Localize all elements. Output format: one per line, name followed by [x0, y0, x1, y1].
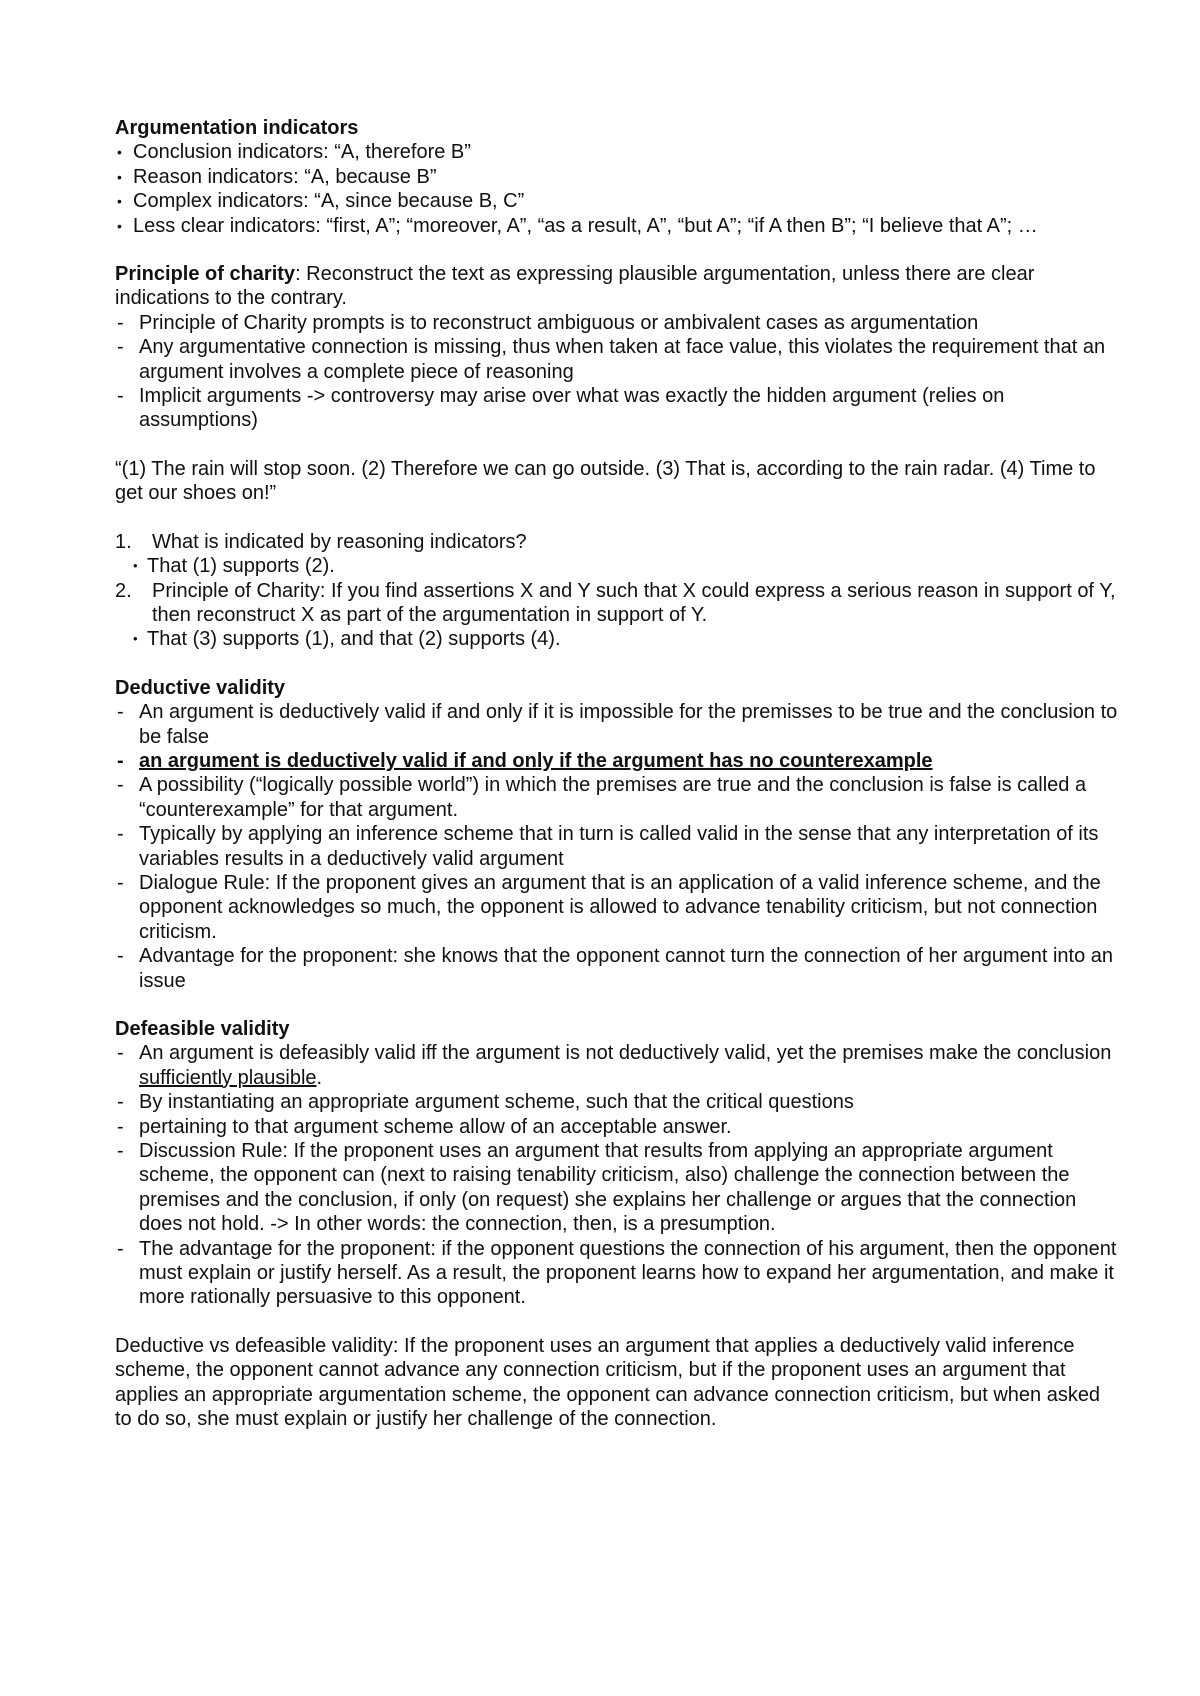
list-item: - An argument is deductively valid if and only if it is impossible for the premisses to be true and the conclusion to be false — [115, 700, 1120, 749]
text-run: An argument is defeasibly valid iff the argument is not deductively valid, yet the premises make the conclusion — [139, 1042, 1112, 1065]
section-example-steps — [115, 530, 1120, 652]
step-text: What is indicated by reasoning indicators? — [152, 530, 527, 553]
list-item: - pertaining to that argument scheme allow of an acceptable answer. — [115, 1115, 1120, 1139]
step-number: 2. — [115, 579, 132, 602]
charity-definition: : Reconstruct the text as expressing plausible argumentation, unless there are clear indications to the contrary. — [115, 263, 1035, 310]
list-item: - A possibility (“logically possible world”) in which the premises are true and the conclusion is false is called a “counterexample” for that argument. — [115, 773, 1120, 822]
list-item: - Advantage for the proponent: she knows that the opponent cannot turn the connection of her argument into an issue — [115, 944, 1120, 993]
section-example-quote — [115, 457, 1120, 506]
deductive-list — [115, 700, 1120, 993]
heading-defeasible-validity: Defeasible validity — [115, 1018, 290, 1040]
list-item: - By instantiating an appropriate argument scheme, such that the critical questions — [115, 1090, 1120, 1114]
list-item: - Typically by applying an inference scheme that in turn is called valid in the sense that any interpretation of its variables results in a deductively valid argument — [115, 822, 1120, 871]
step-text: Principle of Charity: If you find assertions X and Y such that X could express a serious reason in support of Y, then reconstruct X as part of the argumentation in support of Y. — [152, 579, 1116, 626]
list-item: - Principle of Charity prompts is to reconstruct ambiguous or ambivalent cases as argumentation — [115, 311, 1120, 335]
list-item: • Conclusion indicators: “A, therefore B” — [115, 140, 1120, 164]
list-item: • That (1) supports (2). — [130, 554, 1120, 578]
example-quote: “(1) The rain will stop soon. (2) Therefore we can go outside. (3) That is, according to the rain radar. (4) Time to get our shoes on!” — [115, 457, 1096, 505]
list-item: • Complex indicators: “A, since because B, C” — [115, 189, 1120, 213]
list-item: • Reason indicators: “A, because B” — [115, 165, 1120, 189]
step-sublist — [130, 554, 1120, 578]
list-item: - The advantage for the proponent: if the opponent questions the connection of his argument, then the opponent must explain or justify herself. As a result, the proponent learns how to expand her argumentation, and make it more rationally persuasive to this opponent. — [115, 1237, 1120, 1310]
list-item: • That (3) supports (1), and that (2) supports (4). — [130, 627, 1120, 651]
list-item: - Dialogue Rule: If the proponent gives an argument that is an application of a valid inference scheme, and the opponent acknowledges so much, the opponent is allowed to advance tenability criticism, but not connection criticism. — [115, 871, 1120, 944]
list-item: • Less clear indicators: “first, A”; “moreover, A”, “as a result, A”, “but A”; “if A then B”; “I believe that A”; … — [115, 214, 1120, 238]
list-item — [115, 1041, 1120, 1090]
list-item-emphasis: - an argument is deductively valid if and only if the argument has no counterexample — [115, 749, 1120, 773]
example-step — [115, 530, 1120, 579]
list-item: - Discussion Rule: If the proponent uses an argument that results from applying an appropriate argument scheme, the opponent can (next to raising tenability criticism, also) challenge the connection between the premises and the conclusion, if only (on request) she explains her challenge or argues that the connection does not hold. -> In other words: the connection, then, is a presumption. — [115, 1139, 1120, 1237]
defeasible-list — [115, 1041, 1120, 1309]
list-item: - Any argumentative connection is missing, thus when taken at face value, this violates the requirement that an argument involves a complete piece of reasoning — [115, 335, 1120, 384]
step-sublist — [130, 627, 1120, 651]
section-argumentation-indicators — [115, 116, 1120, 238]
underlined-text: sufficiently plausible — [139, 1066, 317, 1089]
heading-argumentation-indicators: Argumentation indicators — [115, 117, 359, 139]
example-steps-list — [115, 530, 1120, 652]
step-number: 1. — [115, 530, 132, 553]
example-step — [115, 579, 1120, 652]
charity-intro — [115, 262, 1120, 311]
comparison-paragraph: Deductive vs defeasible validity: If the proponent uses an argument that applies a deductively valid inference scheme, the opponent cannot advance any connection criticism, but if the proponent uses an argument that applies an appropriate argumentation scheme, the opponent can advance connection criticism, but when asked to do so, she must explain or justify her challenge of the connection. — [115, 1334, 1101, 1431]
section-comparison — [115, 1334, 1120, 1432]
list-item: - Implicit arguments -> controversy may arise over what was exactly the hidden argument (relies on assumptions) — [115, 384, 1120, 433]
charity-list — [115, 311, 1120, 433]
indicator-list — [115, 140, 1120, 238]
heading-deductive-validity: Deductive validity — [115, 676, 286, 699]
text-run: . — [316, 1066, 323, 1089]
heading-principle-of-charity: Principle of charity — [115, 263, 296, 286]
section-defeasible-validity — [115, 1017, 1120, 1310]
section-principle-of-charity — [115, 262, 1120, 433]
section-deductive-validity — [115, 676, 1120, 993]
